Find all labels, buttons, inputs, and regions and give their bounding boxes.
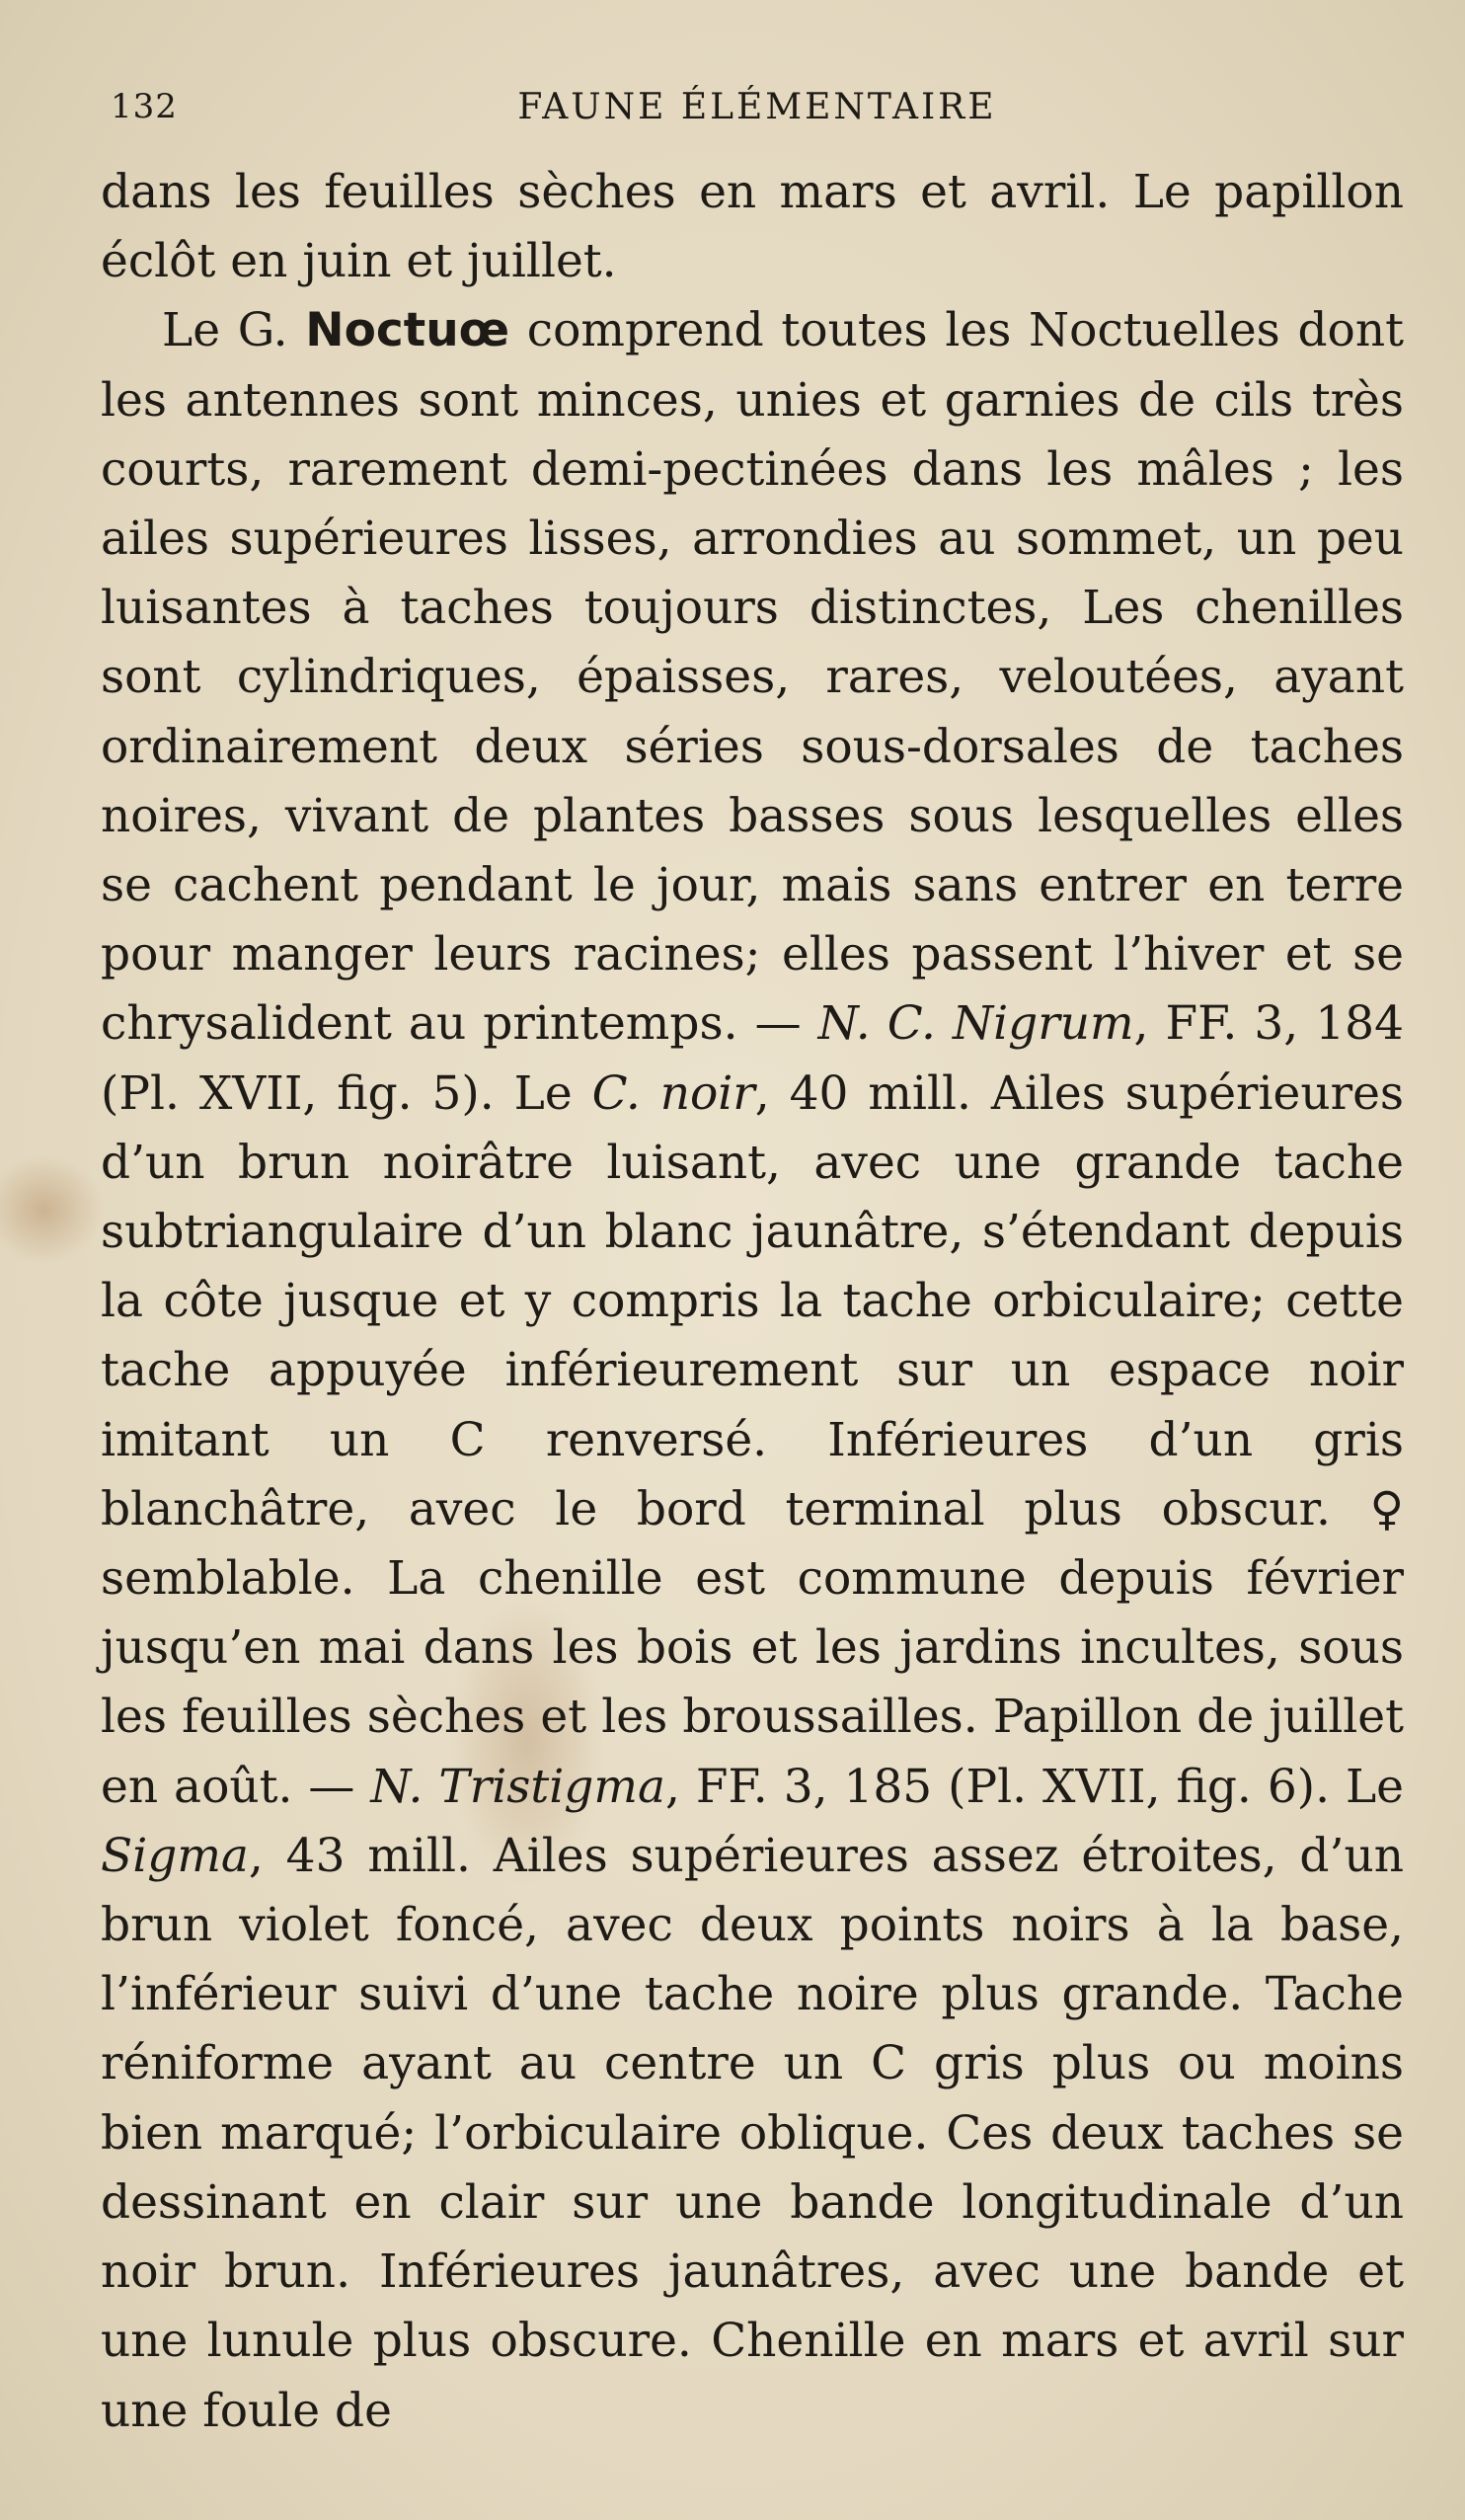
text-segment: , FF. 3, 185 (Pl. XVII, fig. 6). Le (664, 1759, 1404, 1814)
text-segment: , 40 mill. Ailes supérieures d’un brun noirâtre luisant, avec une grande tache subtriangulaire d’un blanc jaunâtre, s’étendant depuis la côte jusque et y compris la tache orbiculaire; cette tache appuyée inférieurement sur un espace noir imitant un C renversé. Inférieures d’un gris blanchâtre, avec le bord terminal plus obscur. ♀ semblable. La chenille est commune depuis février jusqu’en mai dans les bois et les jardins incultes, sous les feuilles sèches et les broussailles. Papillon de juillet en août. — (101, 1065, 1405, 1814)
text-segment: Le G. (162, 303, 306, 358)
page-number: 132 (111, 87, 178, 126)
text-segment: comprend toutes les Noctuelles dont les antennes sont minces, unies et garnies de cils très courts, rarement demi-pectinées dans les mâles ; les ailes supérieures lisses, arrondies au sommet, un peu luisantes à taches toujours distinctes, Les chenilles sont cylindriques, épaisses, rares, veloutées, ayant ordinairement deux séries sous-dorsales de taches noires, vivant de plantes basses sous lesquelles elles se cachent pendant le jour, mais sans entrer en terre pour manger leurs racines; elles passent l’hiver et se chrysalident au printemps. — (101, 303, 1405, 1052)
text-segment: , 43 mill. Ailes supérieures assez étroites, d’un brun violet foncé, avec deux points noirs à la base, l’inférieur suivi d’une tache noire plus grande. Tache réniforme ayant au centre un C gris plus ou moins bien marqué; l’orbiculaire oblique. Ces deux taches se dessinant en clair sur une bande longitudinale d’un noir brun. Inférieures jaunâtres, avec une bande et une lunule plus obscure. Chenille en mars et avril sur une foule de (101, 1828, 1404, 2438)
common-name: C. noir (591, 1065, 755, 1121)
common-name: Sigma (101, 1828, 249, 1883)
page-header (111, 87, 1404, 136)
species-name: N. Tristigma (370, 1759, 665, 1814)
paragraph-noctua (101, 296, 1404, 2445)
genus-name: Noctuœ (305, 303, 510, 358)
body-text (101, 158, 1404, 2446)
paragraph-continuation: dans les feuilles sèches en mars et avril. Le papillon éclôt en juin et juillet. (101, 165, 1404, 289)
species-name: N. C. Nigrum (817, 996, 1134, 1052)
running-title: FAUNE ÉLÉMENTAIRE (517, 87, 997, 127)
text-segment: , FF. 3, 184 (Pl. XVII, fig. 5). Le (101, 996, 1404, 1121)
